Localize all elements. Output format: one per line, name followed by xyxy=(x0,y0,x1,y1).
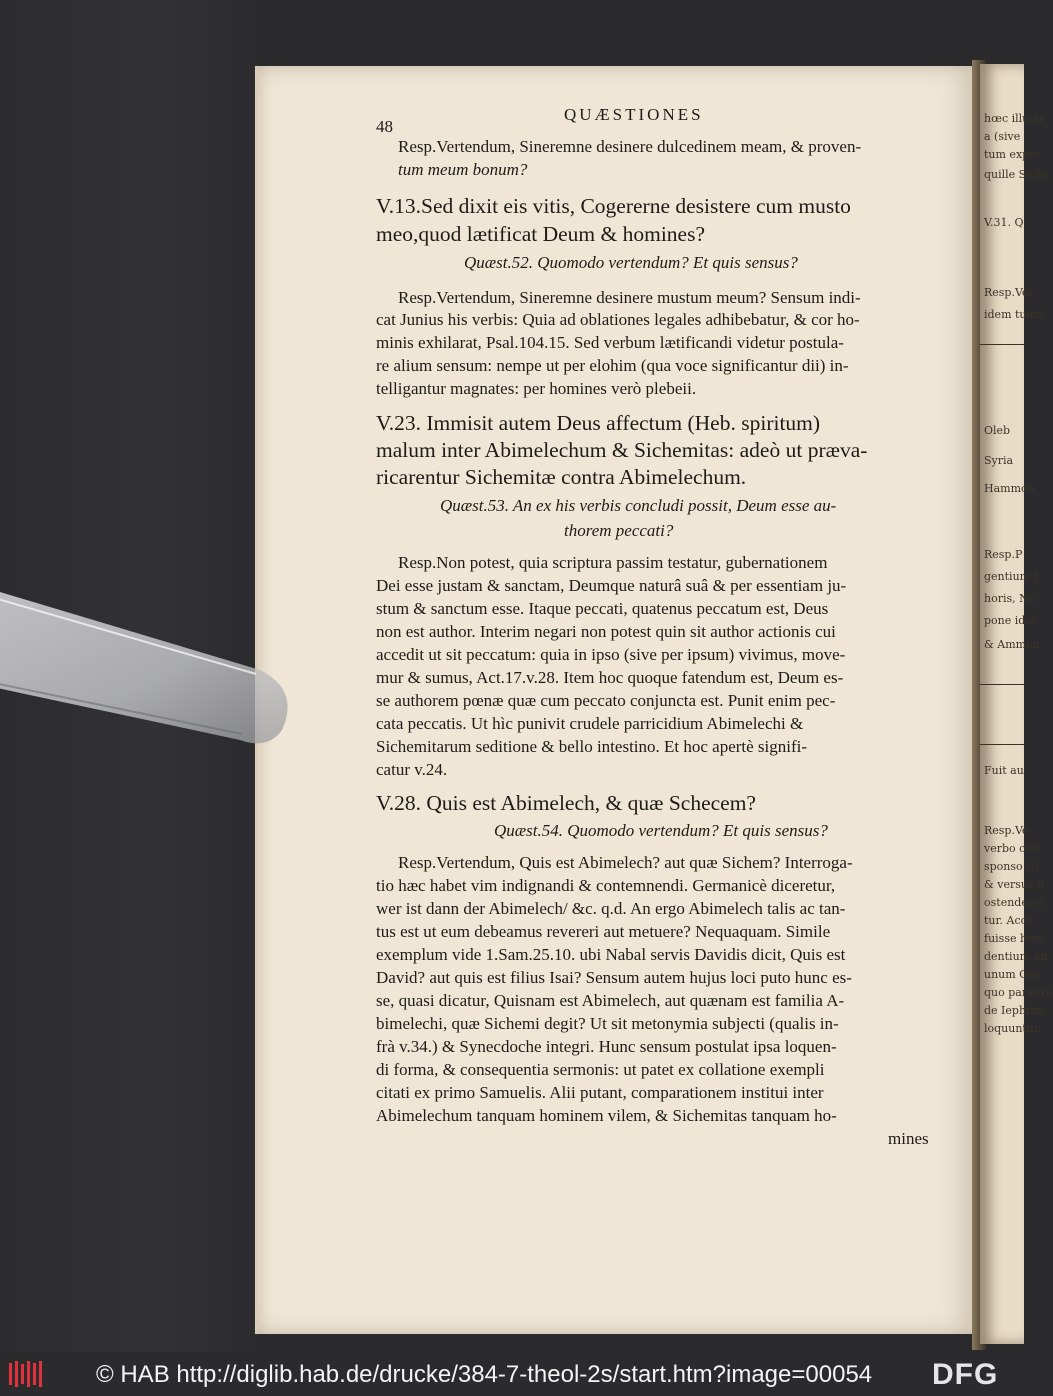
footer-bar xyxy=(0,1352,1024,1396)
text-line: V.28. Quis est Abimelech, & quæ Schecem? xyxy=(376,791,756,815)
text-line: bimelechi, quæ Sichemi degit? Ut sit metonymia subjecti (qualis in- xyxy=(376,1014,839,1033)
adjacent-page-fragment: Fuit au xyxy=(984,764,1024,777)
adjacent-page-fragment: & versus n xyxy=(984,878,1045,891)
text-line: meo,quod lætificat Deum & homines? xyxy=(376,222,706,246)
text-line: di forma, & consequentia sermonis: ut patet ex collatione exempli xyxy=(376,1060,825,1079)
adjacent-page-fragment: quille Siche xyxy=(984,168,1050,181)
running-header: QUÆSTIONES xyxy=(564,105,704,124)
text-line: Dei esse justam & sanctam, Deumque naturâ suâ & per essentiam ju- xyxy=(376,576,847,595)
adjacent-page-fragment: ostenderet xyxy=(984,896,1045,909)
text-line: catur v.24. xyxy=(376,760,448,779)
adjacent-page-fragment: fuisse hom xyxy=(984,932,1045,945)
adjacent-page-fragment: idem tuam xyxy=(984,308,1044,321)
adjacent-page-fragment: tum expos xyxy=(984,148,1042,161)
text-line: Quæst.54. Quomodo vertendum? Et quis sensus? xyxy=(494,821,828,840)
text-line: malum inter Abimelechum & Sichemitas: adeò ut præva- xyxy=(376,438,868,462)
adjacent-page-fragment: Resp.P xyxy=(984,548,1023,561)
text-line: exemplum vide 1.Sam.25.10. ubi Nabal servis Davidis dicit, Quis est xyxy=(376,945,846,964)
text-line: telligantur magnates: per homines verò plebeii. xyxy=(376,379,697,398)
text-line: Quæst.52. Quomodo vertendum? Et quis sensus? xyxy=(464,253,798,272)
text-line: Sichemitarum seditione & bello intestino. Et hoc apertè signifi- xyxy=(376,737,808,756)
text-line: thorem peccati? xyxy=(564,521,674,540)
text-line: V.23. Immisit autem Deus affectum (Heb. spiritum) xyxy=(376,411,821,435)
text-line: citati ex primo Samuelis. Alii putant, comparationem institui inter xyxy=(376,1083,824,1102)
hab-barcode-logo-icon xyxy=(8,1360,46,1388)
text-line: Quæst.53. An ex his verbis concludi possit, Deum esse au- xyxy=(440,496,837,515)
adjacent-page-fragment: tur. Acce xyxy=(984,914,1034,927)
adjacent-page-fragment: Resp.Ve xyxy=(984,824,1029,837)
text-line: re alium sensum: nempe ut per elohim (qua voce significantur dii) in- xyxy=(376,356,849,375)
adjacent-page-fragment: quo paragra xyxy=(984,986,1053,999)
adjacent-page-fragment: Resp.Ver xyxy=(984,286,1034,299)
adjacent-page-fragment: unum Gile xyxy=(984,968,1042,981)
text-line: Abimelechum tanquam hominem vilem, & Sichemitas tanquam ho- xyxy=(376,1106,837,1125)
dfg-logo: DFG xyxy=(932,1358,999,1391)
text-line: tio hæc habet vim indignandi & contemnendi. Germanicè diceretur, xyxy=(376,876,836,895)
adjacent-page-rule xyxy=(980,744,1024,745)
text-line: stum & sanctum esse. Itaque peccati, quatenus peccatum est, Deus xyxy=(376,599,829,618)
text-line: David? aut quis est filius Isai? Sensum autem hujus loci puto hunc es- xyxy=(376,968,852,987)
text-line: ricarentur Sichemitæ contra Abimelechum. xyxy=(376,465,747,489)
adjacent-page-fragment: hœc illustr xyxy=(984,112,1045,125)
adjacent-page-fragment: Syria xyxy=(984,454,1014,467)
text-line: wer ist dann der Abimelech/ &c. q.d. An ergo Abimelech talis ac tan- xyxy=(376,899,846,918)
adjacent-page-fragment: V.31. Q xyxy=(984,216,1024,229)
adjacent-page-fragment: de Iephtha xyxy=(984,1004,1045,1017)
text-line: cat Junius his verbis: Quia ad oblationes legales adhibebatur, & cor ho- xyxy=(376,310,860,329)
text-line: mines xyxy=(888,1129,929,1148)
text-line: minis exhilarat, Psal.104.15. Sed verbum lætificandi videtur postula- xyxy=(376,333,844,352)
adjacent-page-fragment: sponso Gi xyxy=(984,860,1039,873)
background-cloth xyxy=(0,0,262,1352)
adjacent-page-rule xyxy=(980,684,1024,685)
adjacent-page-fragment: verbo con xyxy=(984,842,1040,855)
text-line: tus est ut eum debeamus revereri aut metuere? Nequaquam. Simile xyxy=(376,922,831,941)
page-text-block xyxy=(258,66,980,1334)
text-line: Resp.Non potest, quia scriptura passim testatur, gubernationem xyxy=(398,553,828,572)
text-line: V.13.Sed dixit eis vitis, Cogererne desistere cum musto xyxy=(376,194,851,218)
adjacent-page-fragment: & Ammon xyxy=(984,638,1040,651)
page-number: 48 xyxy=(376,117,393,136)
adjacent-page-fragment: horis, Nu xyxy=(984,592,1036,605)
adjacent-page-rule xyxy=(980,344,1024,345)
footer-citation-link[interactable]: © HAB http://diglib.hab.de/drucke/384-7-theol-2s/start.htm?image=00054 xyxy=(96,1361,873,1388)
text-line: Resp.Vertendum, Sineremne desinere mustum meum? Sensum indi- xyxy=(398,288,861,307)
adjacent-page-fragment: a (sive xyxy=(984,130,1021,143)
adjacent-page-fragment: gentium t xyxy=(984,570,1039,583)
text-line: frà v.34.) & Synecdoche integri. Hunc sensum postulat ipsa loquen- xyxy=(376,1037,837,1056)
adjacent-page-edge xyxy=(980,64,1053,1344)
text-line: cata peccatis. Ut hìc punivit crudele parricidium Abimelechi & xyxy=(376,714,804,733)
text-line: accedit ut sit peccatum: quia in ipso (sive per ipsum) vivimus, move- xyxy=(376,645,846,664)
book-page xyxy=(258,66,980,1334)
adjacent-page-fragment: Oleb xyxy=(984,424,1011,437)
adjacent-page-fragment: loquuntur. xyxy=(984,1022,1042,1035)
text-line: Resp.Vertendum, Sineremne desinere dulcedinem meam, & proven- xyxy=(398,137,862,156)
text-line: se, quasi dicatur, Quisnam est Abimelech, aut quænam est familia A- xyxy=(376,991,845,1010)
text-line: se authorem pœnæ quæ cum peccato conjuncta est. Punit enim pec- xyxy=(376,691,836,710)
text-line: tum meum bonum? xyxy=(398,160,528,179)
text-line: Resp.Vertendum, Quis est Abimelech? aut quæ Sichem? Interroga- xyxy=(398,853,853,872)
adjacent-page-fragment: Hammon xyxy=(984,482,1035,495)
adjacent-page-fragment: dentium an xyxy=(984,950,1048,963)
adjacent-page-fragment: pone idol xyxy=(984,614,1036,627)
text-line: non est author. Interim negari non potest quin sit author actionis cui xyxy=(376,622,836,641)
text-line: mur & sumus, Act.17.v.28. Item hoc quoque fatendum est, Deum es- xyxy=(376,668,844,687)
